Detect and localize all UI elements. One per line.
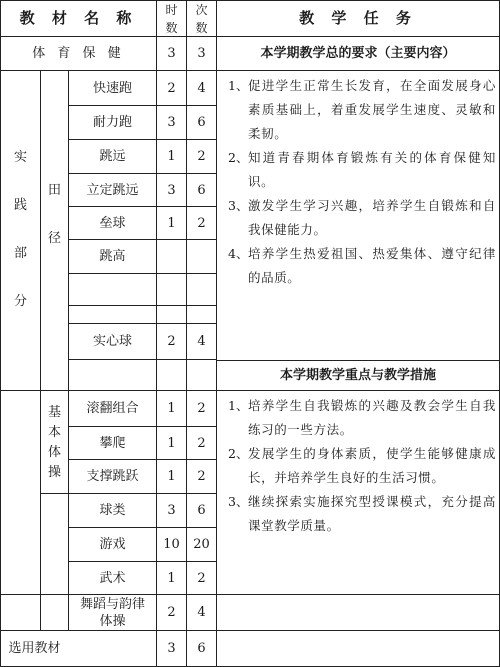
material-name: 支撑跳跃	[86, 469, 139, 484]
task-item	[222, 194, 496, 242]
task-text: 培养学生热爱祖国、热爱集体、遵守纪律的品质。	[248, 246, 496, 285]
material-hours	[157, 274, 186, 305]
material-name	[69, 306, 156, 323]
task-number: 2、	[228, 150, 249, 165]
material-name: 立定跳远	[86, 182, 139, 198]
material-hours: 3	[167, 115, 176, 130]
material-name: 跳高	[99, 249, 126, 264]
track-label: 田 径	[47, 183, 61, 246]
rule-v	[216, 0, 217, 667]
material-times: 4	[197, 80, 206, 96]
material-times: 2	[197, 570, 206, 586]
task-text: 发展学生的身体素质，使学生能够健康成长，并培养学生良好的生活习惯。	[248, 446, 496, 485]
material-times: 6	[197, 503, 206, 518]
task-text: 继续探索实施探究型授课模式，充分提高课堂教学质量。	[248, 494, 496, 533]
elective-hours: 3	[167, 641, 176, 656]
material-name: 武术	[99, 570, 126, 586]
task-item	[222, 146, 496, 194]
material-name	[69, 274, 156, 305]
material-hours: 3	[167, 503, 176, 518]
material-times: 20	[193, 537, 210, 552]
goals-list	[222, 74, 496, 290]
material-name: 耐力跑	[92, 115, 132, 130]
health-label: 体 育 保 健	[32, 46, 125, 61]
header-hours: 时 数	[165, 2, 178, 35]
task-text: 知道青春期体育锻炼有关的体育保健知识。	[248, 150, 496, 189]
goals-title: 本学期教学总的要求（主要内容）	[260, 46, 456, 61]
health-hours: 3	[167, 46, 176, 61]
material-hours: 1	[167, 401, 176, 416]
material-times: 6	[197, 115, 206, 130]
material-hours: 2	[167, 334, 176, 349]
task-number: 4、	[228, 246, 249, 261]
material-times: 2	[197, 435, 206, 451]
material-hours: 1	[167, 570, 176, 586]
gym-label: 基 本 体 操	[47, 405, 61, 480]
material-name: 球类	[99, 503, 126, 518]
material-times	[187, 306, 216, 323]
task-item	[222, 394, 496, 442]
task-text: 激发学生学习兴趣，培养学生自锻炼和自我保健能力。	[248, 198, 496, 237]
task-item	[222, 74, 496, 146]
material-times: 6	[197, 182, 206, 198]
elective-label: 选用教材	[8, 641, 61, 656]
task-number: 3、	[228, 198, 249, 213]
task-item	[222, 242, 496, 290]
material-name	[69, 360, 156, 390]
material-name: 垒球	[99, 215, 126, 231]
material-hours: 1	[167, 435, 176, 451]
material-name: 滚翻组合	[86, 401, 139, 416]
material-times: 4	[197, 605, 206, 620]
material-hours: 1	[167, 149, 176, 164]
elective-times: 6	[197, 641, 206, 656]
material-hours	[157, 360, 186, 390]
material-times	[187, 240, 216, 273]
task-item	[222, 442, 496, 490]
task-number: 1、	[228, 78, 249, 93]
material-times: 4	[197, 334, 206, 349]
material-name: 游戏	[99, 537, 126, 552]
material-hours: 1	[167, 469, 176, 484]
material-name: 实心球	[92, 334, 132, 349]
material-name: 跳远	[99, 149, 126, 164]
material-hours: 1	[167, 215, 176, 231]
task-text: 促进学生正常生长发育，在全面发展身心素质基础上，着重发展学生速度、灵敏和柔韧。	[248, 78, 496, 141]
task-number: 3、	[228, 494, 249, 509]
material-hours: 2	[167, 605, 176, 620]
material-hours	[157, 306, 186, 323]
rule-h	[216, 594, 500, 595]
material-name: 攀爬	[99, 435, 126, 451]
task-number: 1、	[228, 398, 249, 413]
material-hours	[157, 240, 186, 273]
rule-h	[216, 390, 500, 391]
material-times	[187, 360, 216, 390]
measures-list	[222, 394, 496, 538]
material-times: 2	[197, 401, 206, 416]
practice-label: 实 践 部 分	[13, 150, 27, 309]
material-hours: 3	[167, 182, 176, 198]
header-times: 次 数	[195, 2, 208, 35]
health-times: 3	[197, 46, 206, 61]
material-name: 舞蹈与韵律 体操	[79, 596, 145, 629]
material-name: 快速跑	[92, 80, 132, 96]
rule-h	[0, 630, 500, 631]
measures-title: 本学期教学重点与教学措施	[279, 368, 436, 383]
header-name: 教 材 名 称	[19, 9, 138, 27]
header-task: 教 学 任 务	[299, 9, 417, 27]
material-hours: 2	[167, 80, 176, 96]
task-item	[222, 490, 496, 538]
material-times	[187, 274, 216, 305]
material-times: 2	[197, 215, 206, 231]
material-times: 2	[197, 149, 206, 164]
material-times: 2	[197, 469, 206, 484]
task-number: 2、	[228, 446, 249, 461]
material-hours: 10	[163, 537, 180, 552]
task-text: 培养学生自我锻炼的兴趣及教会学生自我练习的一些方法。	[248, 398, 496, 437]
